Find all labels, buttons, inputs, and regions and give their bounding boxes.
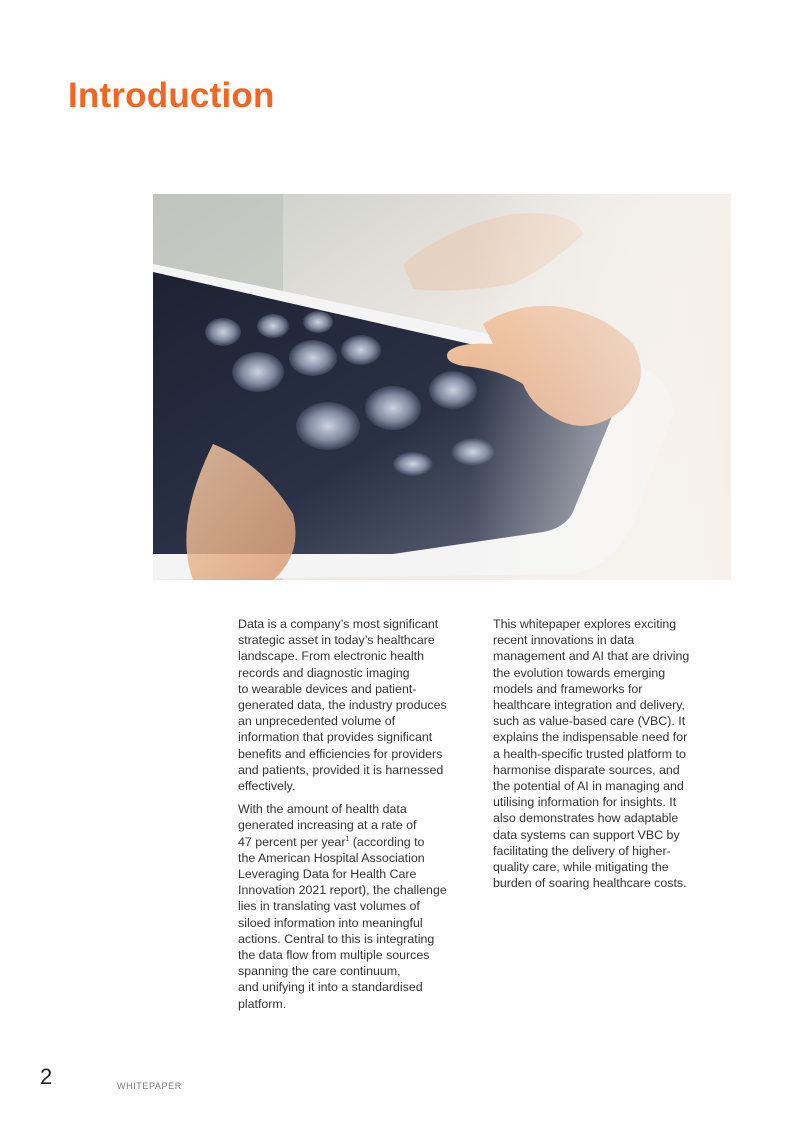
page-title: Introduction [68,76,275,115]
intro-paragraph-3: This whitepaper explores exciting recent innovations in data management and AI that are driving the evolution towards emerging models and frameworks for healthcare integration and delivery, such as value-based care (VBC). It explains the indispensable need for a health-specific trusted platform to harmonise disparate sources, and the potential of AI in managing and utilising information for insights. It also demonstrates how adaptable data systems can support VBC by facilitating the delivery of higher- quality care, while mitigating the burden of soaring healthcare costs. [493,617,690,891]
hero-image [153,194,731,580]
footer-label: WHITEPAPER [117,1081,182,1091]
intro-paragraph-2-part-b: (according to the American Hospital Association Leveraging Data for Health Care Innovation 2021 report), the challenge lies in translating vast volumes of siloed information into meaningful actions. Central to this is integrating the data flow from multiple sources spanning the care continuum, and unifying it into a standardised platform. [238,834,447,1011]
page-number: 2 [40,1064,53,1089]
intro-paragraph-1: Data is a company’s most significant strategic asset in today’s healthcare landscape. From electronic health records and diagnostic imaging to wearable devices and patient- generated data, the industry produces an unprecedented volume of information that provides significant benefits and efficiencies for providers and patients, provided it is harnessed effectively. [238,617,447,794]
footnote-ref: 1 [345,835,350,843]
text-column-right [493,616,731,898]
intro-paragraph-2-part-a: With the amount of health data generated increasing at a rate of 47 percent per year [238,802,417,849]
intro-paragraph-2 [238,801,476,1012]
text-column-left [238,616,476,1019]
